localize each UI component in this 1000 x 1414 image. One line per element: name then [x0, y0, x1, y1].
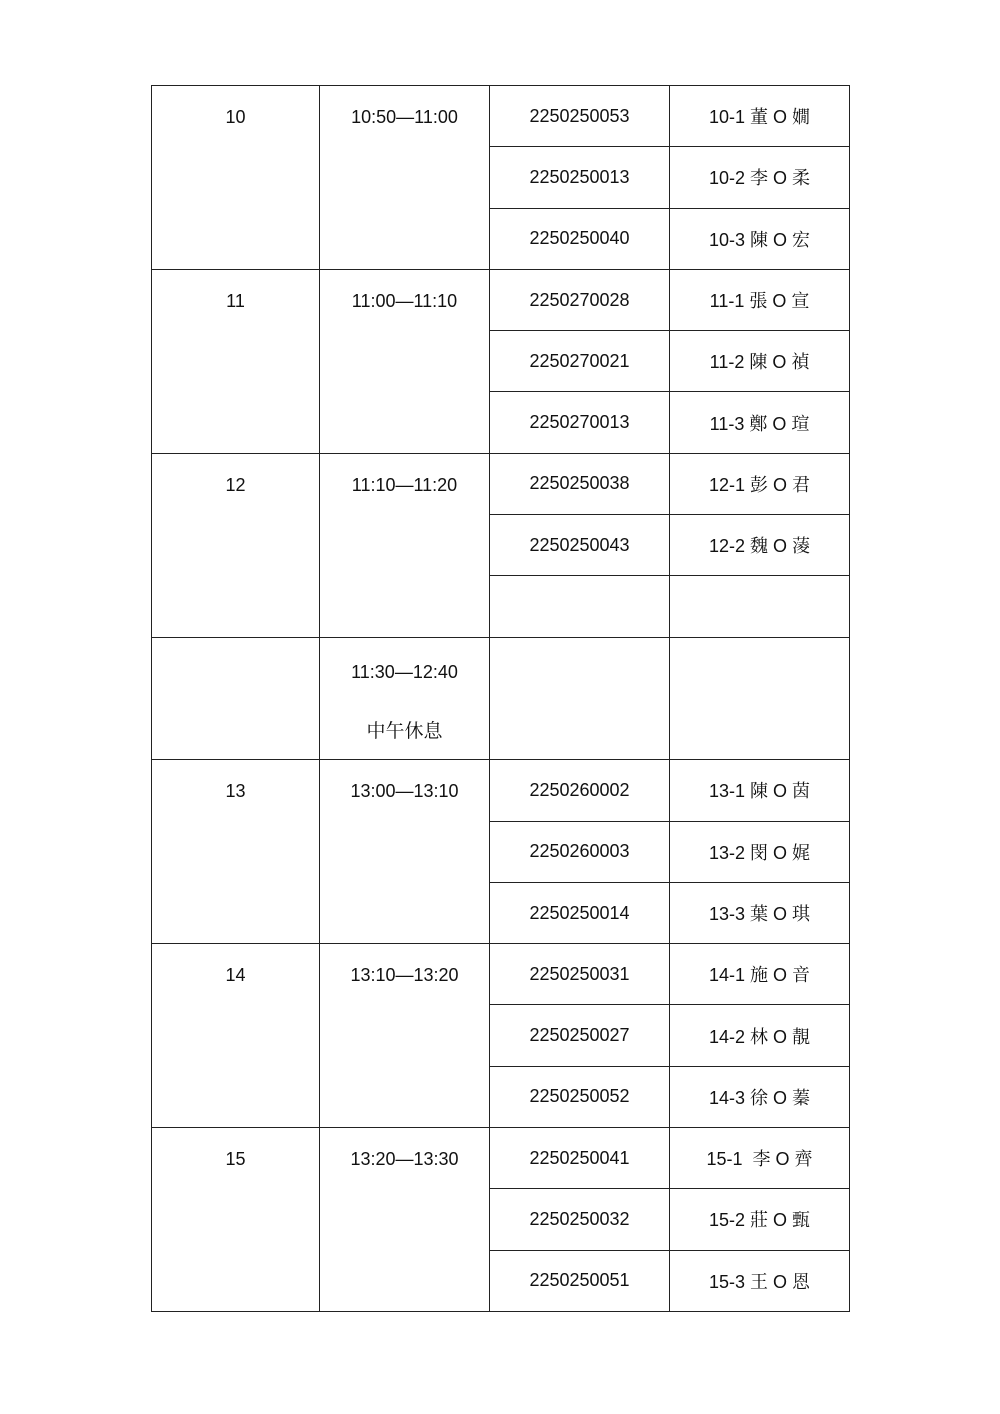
- student-id: 2250250051: [490, 1250, 670, 1311]
- time-slot: 10:50—11:00: [320, 86, 490, 270]
- student-id: 2250250043: [490, 515, 670, 576]
- student-id: 2250260003: [490, 821, 670, 882]
- student-name: 15-1 李 O 齊: [670, 1128, 850, 1189]
- group-number: 12: [152, 453, 320, 637]
- table-row: [152, 944, 850, 1005]
- student-id: 2250270028: [490, 269, 670, 330]
- student-name: 11-3 鄭 O 瑄: [670, 392, 850, 453]
- student-id: 2250250038: [490, 453, 670, 514]
- group-number: 13: [152, 760, 320, 944]
- table-row: [152, 1128, 850, 1189]
- empty-cell: [152, 637, 320, 760]
- group-number: 14: [152, 944, 320, 1128]
- student-id: 2250250031: [490, 944, 670, 1005]
- student-id: 2250270021: [490, 331, 670, 392]
- lunch-break-label: 中午休息: [366, 719, 443, 742]
- student-name: [670, 576, 850, 637]
- time-slot: 13:20—13:30: [320, 1128, 490, 1312]
- table-row: [152, 86, 850, 147]
- student-id: 2250260002: [490, 760, 670, 821]
- student-name: 11-1 張 O 宣: [670, 269, 850, 330]
- lunch-break-row: [152, 637, 850, 760]
- lunch-break-time: 11:30—12:40: [351, 661, 458, 682]
- student-id: [490, 576, 670, 637]
- student-id: 2250250040: [490, 208, 670, 269]
- student-name: 10-2 李 O 柔: [670, 147, 850, 208]
- student-name: 13-2 閔 O 娓: [670, 821, 850, 882]
- time-slot: 11:10—11:20: [320, 453, 490, 637]
- student-id: 2250270013: [490, 392, 670, 453]
- student-id: 2250250041: [490, 1128, 670, 1189]
- student-id: 2250250032: [490, 1189, 670, 1250]
- student-name: 14-1 施 O 音: [670, 944, 850, 1005]
- lunch-break-cell: [320, 637, 490, 760]
- student-name: 14-2 林 O 靚: [670, 1005, 850, 1066]
- time-slot: 11:00—11:10: [320, 269, 490, 453]
- student-name: 11-2 陳 O 禎: [670, 331, 850, 392]
- student-name: 13-1 陳 O 茵: [670, 760, 850, 821]
- student-name: 14-3 徐 O 蓁: [670, 1066, 850, 1127]
- student-id: 2250250014: [490, 882, 670, 943]
- student-name: 12-2 魏 O 蓤: [670, 515, 850, 576]
- schedule-table: [151, 85, 850, 1312]
- student-id: 2250250053: [490, 86, 670, 147]
- student-name: 10-1 董 O 嫺: [670, 86, 850, 147]
- student-id: 2250250027: [490, 1005, 670, 1066]
- student-name: 12-1 彭 O 君: [670, 453, 850, 514]
- student-name: 15-2 莊 O 甄: [670, 1189, 850, 1250]
- empty-cell: [490, 637, 670, 760]
- group-number: 15: [152, 1128, 320, 1312]
- student-id: 2250250013: [490, 147, 670, 208]
- time-slot: 13:10—13:20: [320, 944, 490, 1128]
- group-number: 10: [152, 86, 320, 270]
- time-slot: 13:00—13:10: [320, 760, 490, 944]
- table-row: [152, 760, 850, 821]
- empty-cell: [670, 637, 850, 760]
- table-row: [152, 453, 850, 514]
- table-row: [152, 269, 850, 330]
- group-number: 11: [152, 269, 320, 453]
- student-name: 10-3 陳 O 宏: [670, 208, 850, 269]
- student-name: 13-3 葉 O 琪: [670, 882, 850, 943]
- student-id: 2250250052: [490, 1066, 670, 1127]
- student-name: 15-3 王 O 恩: [670, 1250, 850, 1311]
